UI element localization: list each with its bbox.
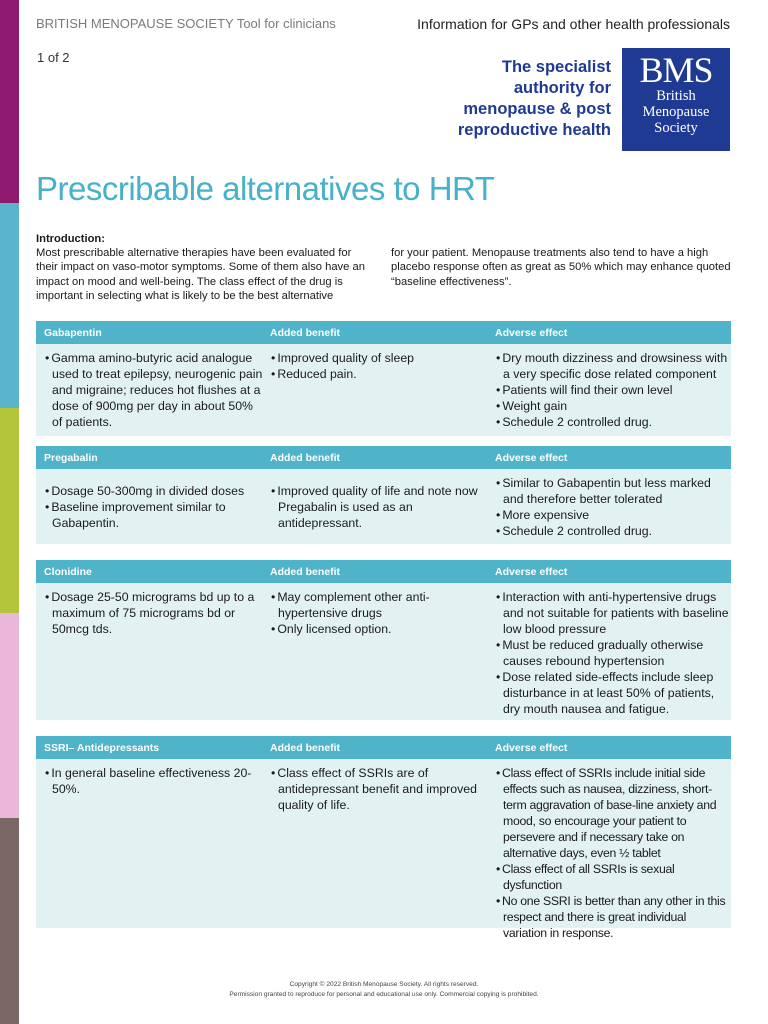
drug-name: SSRI– Antidepressants bbox=[44, 741, 160, 754]
drug-table-pregabalin bbox=[36, 446, 731, 544]
sidebar-band-green bbox=[0, 408, 19, 613]
list-item: • Must be reduced gradually otherwise causes rebound hypertension bbox=[495, 637, 731, 669]
sidebar-band-teal bbox=[0, 203, 19, 408]
tagline-line: reproductive health bbox=[457, 121, 611, 139]
list-item: • In general baseline effectiveness 20-50%. bbox=[44, 765, 264, 797]
list-item: • Schedule 2 controlled drug. bbox=[495, 414, 731, 430]
list-item: • May complement other anti-hypertensive drugs bbox=[270, 589, 489, 621]
footer bbox=[0, 980, 768, 1000]
header-tool-label: BRITISH MENOPAUSE SOCIETY Tool for clinicians bbox=[36, 16, 336, 31]
benefit-list bbox=[270, 483, 489, 531]
tagline-line: The specialist bbox=[501, 58, 611, 76]
list-item: • Gamma amino-butyric acid analogue used to treat epilepsy, neurogenic pain and migraine; reduces hot flushes at a dose of 900mg per day in about 50% of patients. bbox=[44, 350, 264, 430]
adverse-list bbox=[495, 589, 731, 717]
list-item: • More expensive bbox=[495, 507, 731, 523]
bms-logo bbox=[622, 48, 730, 151]
list-item: • Interaction with anti-hypertensive drugs and not suitable for patients with baseline low blood pressure bbox=[495, 589, 731, 637]
permission-notice: Permission granted to reproduce for personal and educational use only. Commercial copying is prohibited. bbox=[229, 991, 539, 998]
adverse-heading: Adverse effect bbox=[495, 451, 568, 464]
sidebar-band-pink bbox=[0, 613, 19, 818]
list-item: • Class effect of SSRIs include initial side effects such as nausea, dizziness, short-term aggravation of base-line anxiety and mood, so encourage your patient to persevere and if necessary take on alternative days, even ½ tablet bbox=[495, 765, 731, 861]
intro-heading: Introduction: bbox=[36, 233, 105, 245]
benefit-heading: Added benefit bbox=[270, 326, 340, 339]
drug-info-list bbox=[44, 483, 264, 531]
list-item: • Dosage 25-50 micrograms bd up to a maximum of 75 micrograms bd or 50mcg tds. bbox=[44, 589, 264, 637]
table-header bbox=[36, 560, 731, 583]
drug-name: Pregabalin bbox=[44, 451, 98, 464]
drug-table-ssri bbox=[36, 736, 731, 940]
benefit-heading: Added benefit bbox=[270, 451, 340, 464]
drug-name: Clonidine bbox=[44, 565, 92, 578]
list-item: • Dosage 50-300mg in divided doses bbox=[44, 483, 264, 499]
list-item: • Only licensed option. bbox=[270, 621, 489, 637]
table-row bbox=[36, 583, 731, 717]
list-item: • Reduced pain. bbox=[270, 366, 489, 382]
drug-table-gabapentin bbox=[36, 321, 731, 436]
table-row bbox=[36, 469, 731, 539]
list-item: • No one SSRI is better than any other in this respect and there is great individual variation in response. bbox=[495, 893, 731, 941]
table-row bbox=[36, 344, 731, 430]
drug-info-list bbox=[44, 350, 264, 430]
list-item: • Improved quality of sleep bbox=[270, 350, 489, 366]
tagline-line: authority for bbox=[513, 79, 611, 97]
benefit-heading: Added benefit bbox=[270, 565, 340, 578]
adverse-heading: Adverse effect bbox=[495, 565, 568, 578]
benefit-heading: Added benefit bbox=[270, 741, 340, 754]
intro-column-2: for your patient. Menopause treatments also tend to have a high placebo response often as great as 50% which may enhance quoted “baseline effectiveness”. bbox=[391, 247, 731, 288]
list-item: • Class effect of all SSRIs is sexual dysfunction bbox=[495, 861, 731, 893]
color-sidebar bbox=[0, 0, 19, 1024]
benefit-list bbox=[270, 589, 489, 637]
drug-name: Gabapentin bbox=[44, 326, 102, 339]
logo-line: British bbox=[656, 88, 696, 104]
introduction bbox=[36, 232, 731, 303]
list-item: • Baseline improvement similar to Gabapentin. bbox=[44, 499, 264, 531]
list-item: • Dose related side-effects include sleep disturbance in at least 50% of patients, dry mouth nausea and fatigue. bbox=[495, 669, 731, 717]
drug-info-list bbox=[44, 589, 264, 637]
list-item: • Improved quality of life and note now Pregabalin is used as an antidepressant. bbox=[270, 483, 489, 531]
intro-column-1: Most prescribable alternative therapies have been evaluated for their impact on vaso-motor symptoms. Some of them also have an impact on mood and well-being. The class effect of the drug is important in selecting what is likely to be the best alternative bbox=[36, 247, 365, 302]
drug-info-list bbox=[44, 765, 264, 797]
list-item: • Similar to Gabapentin but less marked and therefore better tolerated bbox=[495, 475, 731, 507]
drug-table-clonidine bbox=[36, 560, 731, 720]
logo-initials: BMS bbox=[639, 50, 713, 90]
logo-line: Menopause bbox=[642, 104, 710, 120]
adverse-list bbox=[495, 475, 731, 539]
benefit-list bbox=[270, 765, 489, 813]
list-item: • Weight gain bbox=[495, 398, 731, 414]
list-item: • Schedule 2 controlled drug. bbox=[495, 523, 731, 539]
header-audience-label: Information for GPs and other health professionals bbox=[417, 16, 730, 32]
benefit-list bbox=[270, 350, 489, 382]
table-header bbox=[36, 321, 731, 344]
page-title: Prescribable alternatives to HRT bbox=[36, 170, 495, 207]
table-header bbox=[36, 736, 731, 759]
table-row bbox=[36, 759, 731, 941]
adverse-heading: Adverse effect bbox=[495, 326, 568, 339]
adverse-list bbox=[495, 350, 731, 430]
tagline-line: menopause & post bbox=[463, 100, 611, 118]
sidebar-band-purple bbox=[0, 0, 19, 203]
list-item: • Class effect of SSRIs are of antidepressant benefit and improved quality of life. bbox=[270, 765, 489, 813]
list-item: • Patients will find their own level bbox=[495, 382, 731, 398]
logo-line: Society bbox=[654, 120, 698, 136]
list-item: • Dry mouth dizziness and drowsiness with a very specific dose related component bbox=[495, 350, 731, 382]
adverse-list bbox=[495, 765, 731, 941]
table-header bbox=[36, 446, 731, 469]
tagline bbox=[411, 57, 611, 141]
page-number: 1 of 2 bbox=[37, 50, 70, 65]
adverse-heading: Adverse effect bbox=[495, 741, 568, 754]
copyright-notice: Copyright © 2022 British Menopause Society. All rights reserved. bbox=[289, 981, 479, 988]
